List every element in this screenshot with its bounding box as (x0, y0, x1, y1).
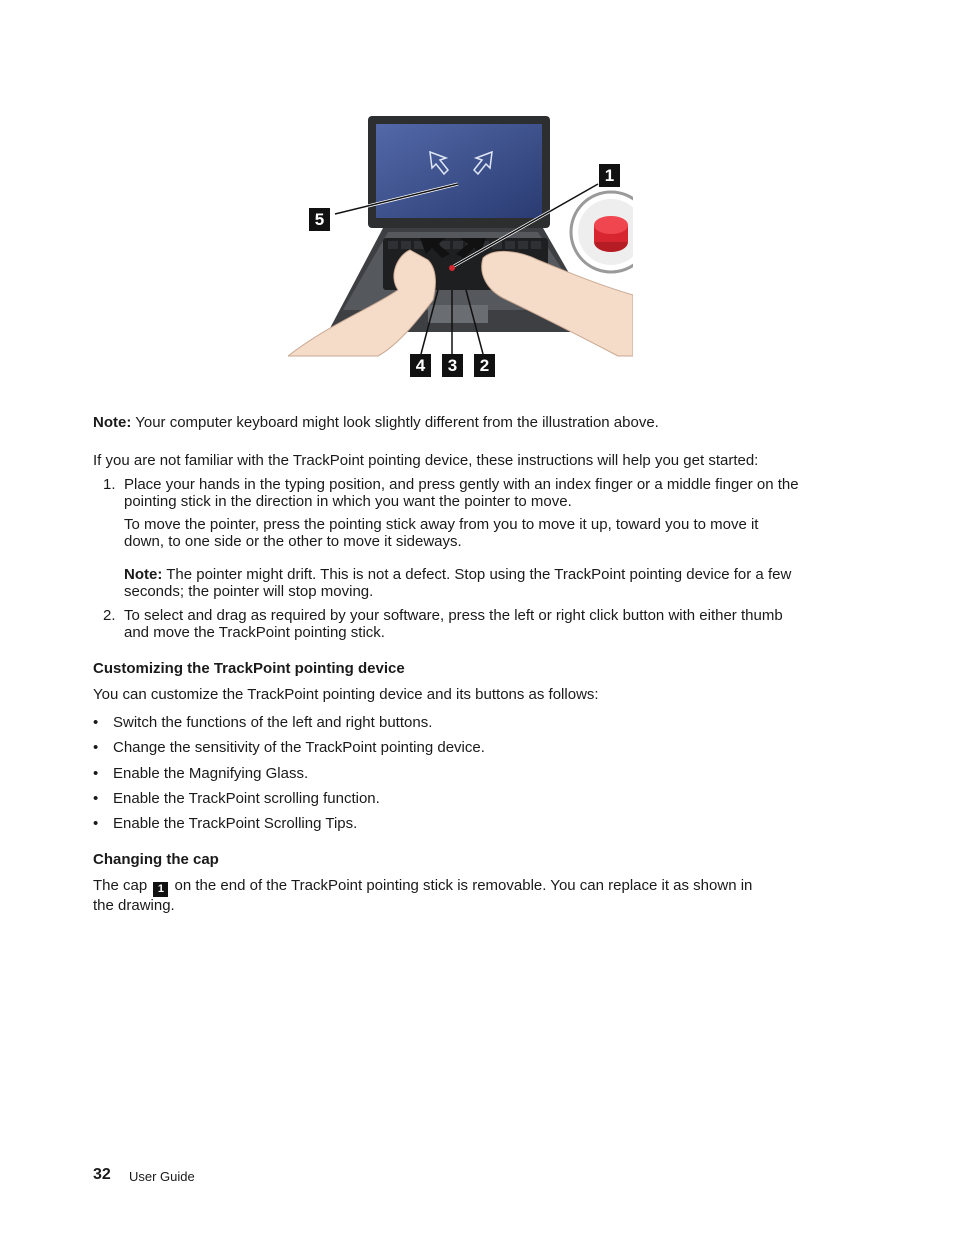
list-item-text: Enable the TrackPoint Scrolling Tips. (113, 815, 358, 832)
customizing-heading: Customizing the TrackPoint pointing device (93, 660, 405, 677)
step-1-number: 1. (103, 476, 116, 493)
cap-text-after: on the end of the TrackPoint pointing stick is removable. You can replace it as shown in (170, 877, 753, 894)
step-1-detail (124, 516, 839, 550)
changing-cap-heading: Changing the cap (93, 851, 219, 868)
bullet-symbol: • (93, 790, 99, 807)
callout-5-badge: 5 (309, 208, 330, 231)
bullet-symbol: • (93, 739, 99, 756)
step-1-detail-line-2: down, to one side or the other to move it sideways. (124, 533, 462, 550)
drift-note-line-2: seconds; the pointer will stop moving. (124, 583, 374, 600)
step-2-line-2: and move the TrackPoint pointing stick. (124, 624, 385, 641)
step-1-line-1: Place your hands in the typing position, and press gently with an index finger or a middle finger on the (124, 476, 799, 493)
cap-text-before: The cap (93, 877, 152, 894)
callout-1-inline-badge: 1 (153, 882, 168, 897)
bullet-symbol: • (93, 765, 99, 782)
callout-3-badge: 3 (442, 354, 463, 377)
step-1-detail-line-1: To move the pointer, press the pointing stick away from you to move it up, toward you to move it (124, 516, 759, 533)
note-text: Your computer keyboard might look slightly different from the illustration above. (131, 414, 659, 431)
list-item-text: Switch the functions of the left and right buttons. (113, 714, 433, 731)
step-1-text (124, 476, 839, 510)
trackpoint-illustration (288, 110, 633, 375)
list-item-text: Enable the Magnifying Glass. (113, 765, 309, 782)
changing-cap-paragraph (93, 877, 853, 914)
list-item-text: Change the sensitivity of the TrackPoint pointing device. (113, 739, 485, 756)
step-2-line-1: To select and drag as required by your software, press the left or right click button with either thumb (124, 607, 783, 624)
footer-title: User Guide (129, 1169, 195, 1184)
callout-2-badge: 2 (474, 354, 495, 377)
step-2-text (124, 607, 839, 641)
bullet-symbol: • (93, 714, 99, 731)
cap-text-line-2: the drawing. (93, 897, 175, 914)
customizing-intro: You can customize the TrackPoint pointing device and its buttons as follows: (93, 686, 599, 703)
bullet-symbol: • (93, 815, 99, 832)
callout-4-badge: 4 (410, 354, 431, 377)
page-number: 32 (93, 1166, 111, 1183)
list-item-text: Enable the TrackPoint scrolling function. (113, 790, 380, 807)
step-2-number: 2. (103, 607, 116, 624)
note-label: Note: (93, 414, 132, 431)
step-1-line-2: pointing stick in the direction in which you want the pointer to move. (124, 493, 572, 510)
intro-paragraph: If you are not familiar with the TrackPoint pointing device, these instructions will help you get started: (93, 452, 759, 469)
pointer-drift-note (124, 566, 839, 600)
drift-note-label: Note: (124, 566, 163, 583)
keyboard-note (93, 414, 853, 431)
laptop-drawing (288, 110, 633, 360)
callout-1-badge: 1 (599, 164, 620, 187)
drift-note-line-1: The pointer might drift. This is not a defect. Stop using the TrackPoint pointing device for a few (162, 566, 792, 583)
